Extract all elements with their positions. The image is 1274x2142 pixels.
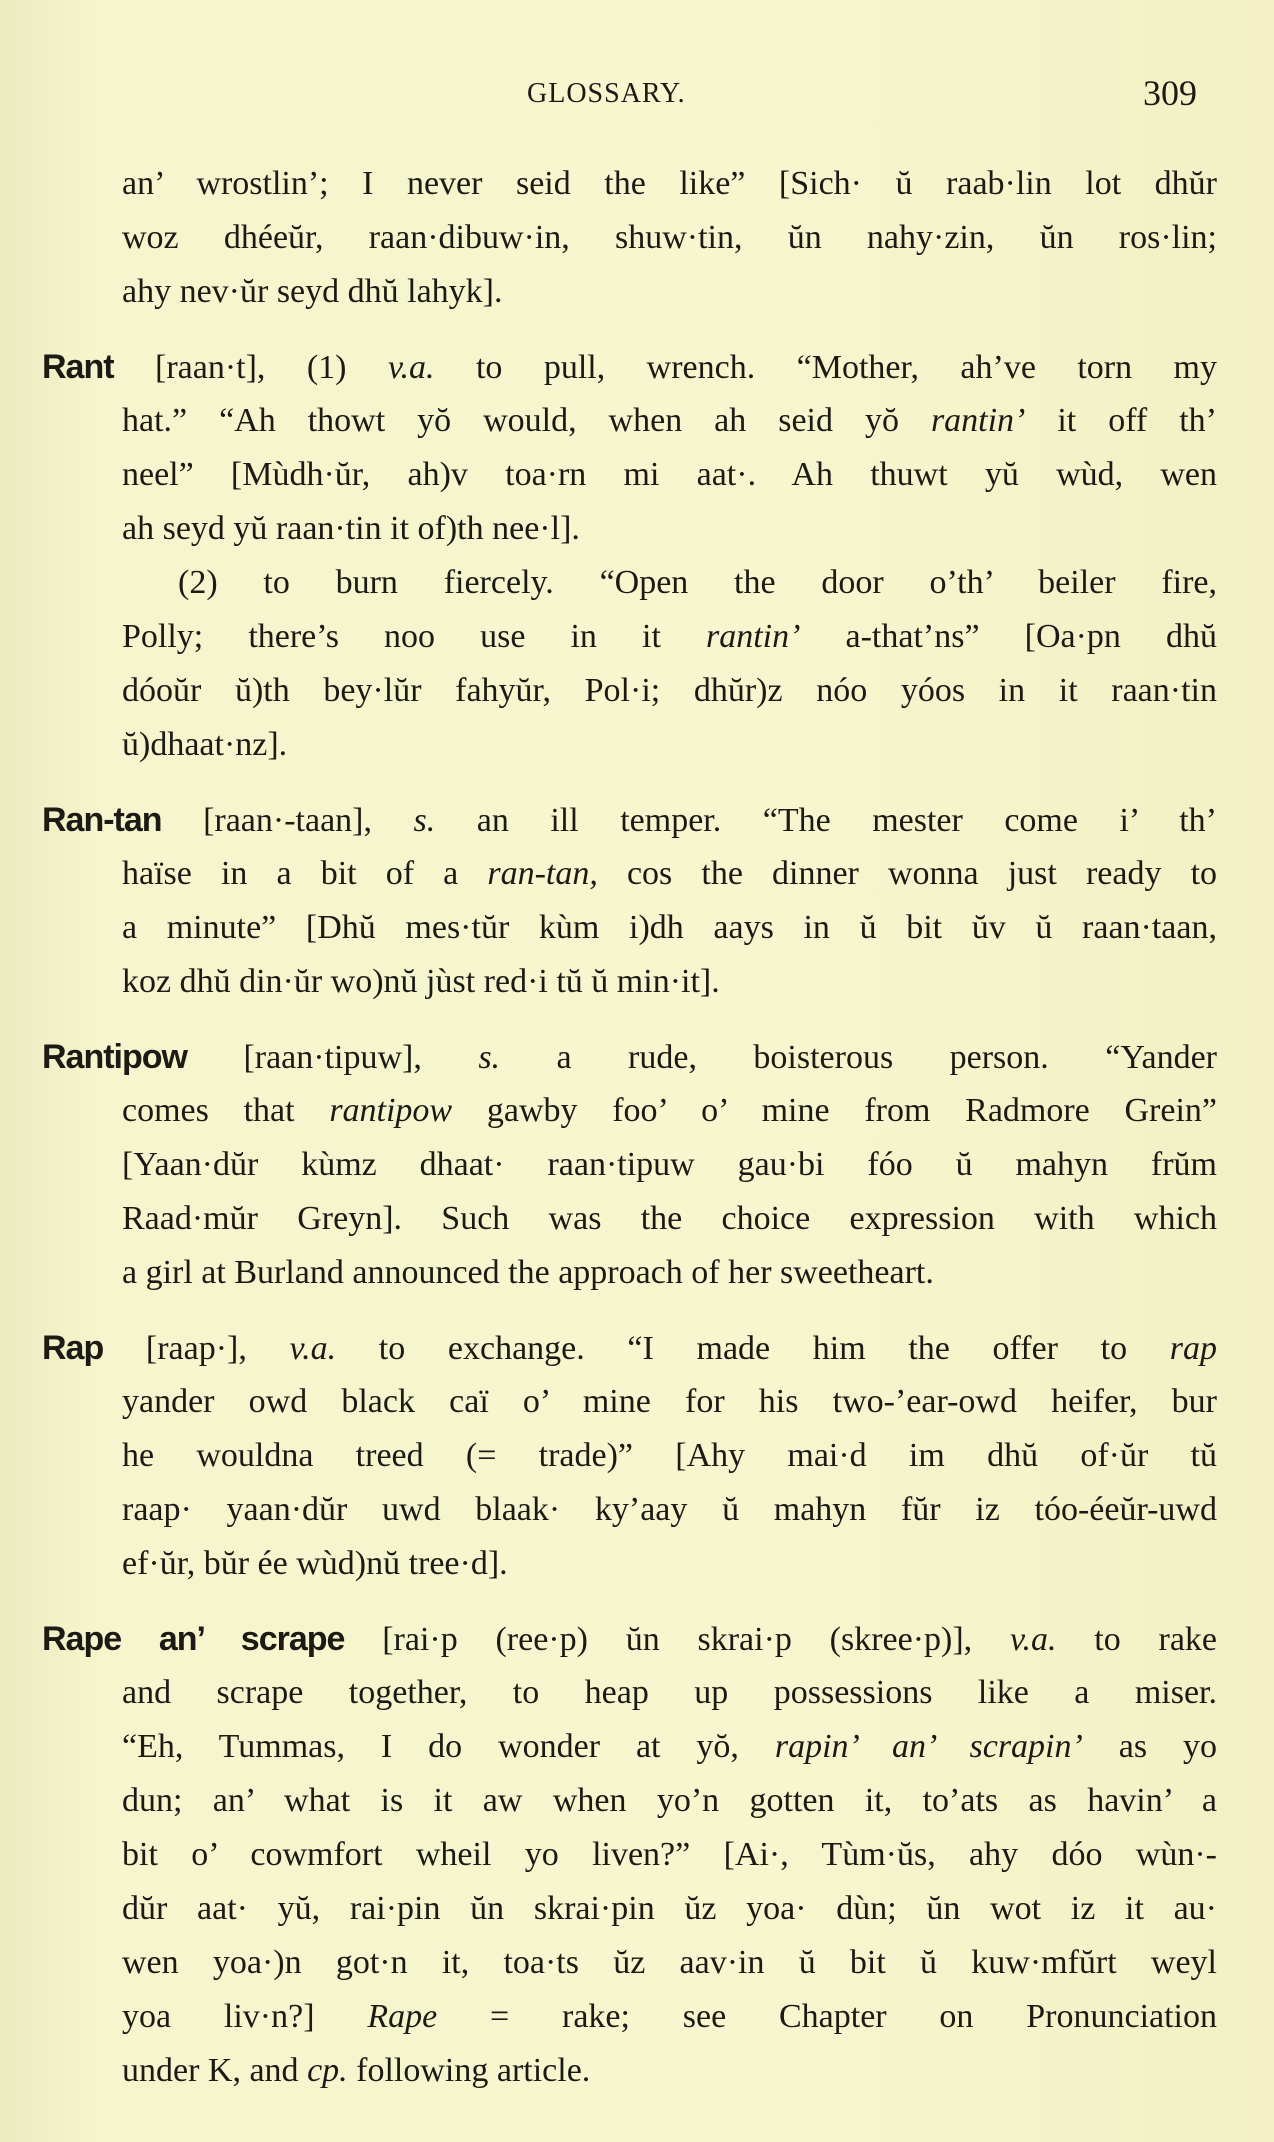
italic-text: v.a. [387,349,435,386]
italic-text: rapin’ an’ scrapin’ [774,1728,1083,1765]
text-line [0,448,1217,502]
text-run: and scrape together, to heap up possessions like a miser. [122,1674,1217,1711]
text-line [0,1828,1217,1882]
text-line [0,610,1217,664]
text-line [0,1720,1217,1774]
text-run: to exchange. “I made him the offer to [336,1330,1170,1367]
glossary-body [0,157,1274,2119]
text-line [0,1192,1217,1246]
italic-text: v.a. [289,1330,337,1367]
text-run: to pull, wrench. “Mother, ah’ve torn my [434,349,1217,386]
text-line [0,718,1217,772]
text-run: a-that’ns” [Oa·pn dhŭ [800,618,1217,655]
text-line [0,157,1217,211]
italic-text: rap [1169,1330,1217,1367]
text-run: under K, and [122,2052,308,2089]
text-run: an ill temper. “The mester come i’ th’ [435,802,1217,839]
headword: Rant [42,348,114,386]
page-header [0,72,1274,122]
text-line [0,1030,1217,1084]
text-run: an’ wrostlin’; I never seid the like” [Sich· ŭ raab·lin lot dhŭr [122,165,1217,202]
text-line [0,1084,1217,1138]
page-number: 309 [1143,73,1197,113]
text-run: [raap·], [103,1330,290,1367]
italic-text: v.a. [1009,1621,1057,1658]
text-run: cos the dinner wonna just ready to [597,855,1217,892]
text-run: to rake [1056,1621,1217,1658]
text-run: he wouldna treed (= trade)” [Ahy mai·d im dhŭ of·ŭr tŭ [122,1437,1217,1474]
text-run: dóoŭr ŭ)th bey·lŭr fahyŭr, Pol·i; dhŭr)z nóo yóos in it raan·tin [122,672,1217,709]
text-line [0,1321,1217,1375]
text-run: “Eh, Tummas, I do wonder at yŏ, [122,1728,775,1765]
text-line [0,211,1217,265]
text-run: dŭr aat· yŭ, rai·pin ŭn skrai·pin ŭz yoa· dùn; ŭn wot iz it au· [122,1890,1217,1927]
text-line [0,502,1217,556]
glossary-entry [0,1321,1274,1591]
text-line [0,1990,1217,2044]
text-run: (2) to burn fiercely. “Open the door o’th’ beiler fire, [178,564,1217,601]
text-run: yander owd black caï o’ mine for his two-’ear-owd heifer, bur [122,1383,1217,1420]
text-line [0,1774,1217,1828]
text-run: yoa liv·n?] [122,1998,368,2035]
text-line [0,1246,1217,1300]
glossary-entry [0,157,1274,319]
text-line [0,2044,1217,2098]
text-run: haïse in a bit of a [122,855,488,892]
text-line [0,793,1217,847]
headword: Rantipow [42,1038,187,1076]
text-run: [raan·t], (1) [113,349,388,386]
text-run: koz dhŭ din·ŭr wo)nŭ jùst red·i tŭ ŭ min·it]. [122,963,720,1000]
headword: Ran-tan [42,801,162,839]
italic-text: rantin’ [705,618,801,655]
text-run: [rai·p (ree·p) ŭn skrai·p (skree·p)], [344,1621,1010,1658]
text-run: comes that [122,1092,330,1129]
text-line [0,1375,1217,1429]
text-line [0,901,1217,955]
text-line [0,1138,1217,1192]
text-run: bit o’ cowmfort wheil yo liven?” [Ai·, Tùm·ŭs, ahy dóo wùn·- [122,1836,1217,1873]
text-line [0,1882,1217,1936]
text-run: hat.” “Ah thowt yŏ would, when ah seid yŏ [122,402,931,439]
running-title: GLOSSARY. [527,78,686,109]
text-line [0,664,1217,718]
text-run: a minute” [Dhŭ mes·tŭr kùm i)dh aays in ŭ bit ŭv ŭ raan·taan, [122,909,1217,946]
text-run: [Yaan·dŭr kùmz dhaat· raan·tipuw gau·bi fóo ŭ mahyn frŭm [122,1146,1217,1183]
text-line [0,340,1217,394]
text-line [0,265,1217,319]
italic-text: ran-tan, [487,855,598,892]
text-line [0,847,1217,901]
text-run: dun; an’ what is it aw when yo’n gotten it, to’ats as havin’ a [122,1782,1217,1819]
text-line [0,1537,1217,1591]
italic-text: s. [478,1039,501,1076]
italic-text: rantipow [329,1092,453,1129]
text-run: wen yoa·)n got·n it, toa·ts ŭz aav·in ŭ bit ŭ kuw·mfŭrt weyl [122,1944,1217,1981]
headword: Rape an’ scrape [42,1620,345,1658]
text-run: ah seyd yŭ raan·tin it of)th nee·l]. [122,510,580,547]
glossary-entry [0,1612,1274,2098]
text-line [0,1612,1217,1666]
headword: Rap [42,1329,104,1367]
italic-text: s. [413,802,436,839]
text-run: raap· yaan·dŭr uwd blaak· ky’aay ŭ mahyn fŭr iz tóo-éeŭr-uwd [122,1491,1217,1528]
glossary-entry [0,340,1274,772]
text-run: [raan·-taan], [161,802,414,839]
text-run: it off th’ [1025,402,1217,439]
text-line [0,955,1217,1009]
text-run: a girl at Burland announced the approach of her sweetheart. [122,1254,934,1291]
text-line [0,1429,1217,1483]
italic-text: cp. [307,2052,348,2089]
glossary-entry [0,1030,1274,1300]
text-run: woz dhéeŭr, raan·dibuw·in, shuw·tin, ŭn nahy·zin, ŭn ros·lin; [122,219,1217,256]
glossary-entry [0,793,1274,1009]
text-run: as yo [1082,1728,1217,1765]
text-run: Raad·mŭr Greyn]. Such was the choice expression with which [122,1200,1217,1237]
text-run: = rake; see Chapter on Pronunciation [437,1998,1217,2035]
text-run: ef·ŭr, bŭr ée wùd)nŭ tree·d]. [122,1545,508,1582]
text-line [0,394,1217,448]
text-line [0,1936,1217,1990]
text-line [0,556,1217,610]
text-run: [raan·tipuw], [186,1039,479,1076]
italic-text: rantin’ [930,402,1026,439]
text-line [0,1483,1217,1537]
text-run: gawby foo’ o’ mine from Radmore Grein” [452,1092,1217,1129]
text-run: a rude, boisterous person. “Yander [500,1039,1217,1076]
text-run: ahy nev·ŭr seyd dhŭ lahyk]. [122,273,503,310]
italic-text: Rape [367,1998,438,2035]
text-line [0,1666,1217,1720]
text-run: Polly; there’s noo use in it [122,618,706,655]
text-run: neel” [Mùdh·ŭr, ah)v toa·rn mi aat·. Ah thuwt yŭ wùd, wen [122,456,1217,493]
text-run: following article. [347,2052,591,2089]
text-run: ŭ)dhaat·nz]. [122,726,288,763]
